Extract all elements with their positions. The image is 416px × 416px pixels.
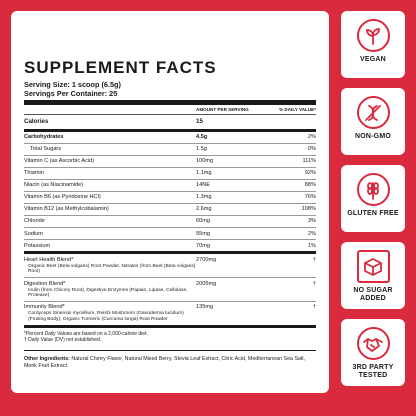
badge-no-sugar-added: [341, 242, 405, 309]
facts-title: SUPPLEMENT FACTS: [24, 58, 217, 77]
badge-3rd-party-tested: [341, 319, 405, 386]
other-ingredients: [24, 350, 316, 370]
wheat-icon: [357, 173, 390, 206]
footnotes: [24, 325, 316, 344]
no-gmo-icon: [357, 96, 390, 129]
badge-label: NO SUGAR ADDED: [353, 287, 393, 302]
blend-description: Organic Beet (Beta vulgaris) Root Powder, Nitrates (from Beet (Beta vulgaris) Root): [28, 263, 196, 275]
nutrient-row-sodium: Sodium 55mg 2%: [24, 228, 316, 240]
sprout-icon: [357, 19, 390, 52]
blend-description: Inulin (from Chicory Root), Digestive Enzymes (Papain, Lipase, Cellulase, Protease): [28, 287, 188, 299]
servings-per-container: Servings Per Container: 25: [24, 89, 118, 98]
footnote-dv-not-established: † Daily Value (DV) not established.: [24, 337, 102, 344]
handshake-icon: [357, 327, 390, 360]
badge-vegan: [341, 11, 405, 78]
dv-header: % DAILY VALUE*: [279, 107, 316, 112]
column-header-row: [24, 105, 316, 115]
badge-label: NON-GMO: [354, 133, 391, 140]
blend-row-heart-health: Heart Health Blend* Organic Beet (Beta vulgaris) Root Powder, Nitrates (from Beet (Beta vulgaris) Root) 2700mg †: [24, 254, 316, 278]
badge-non-gmo: [341, 88, 405, 155]
serving-size: Serving Size: 1 scoop (6.5g): [24, 80, 121, 89]
nutrient-row-thiamin: Thiamin 1.1mg 92%: [24, 168, 316, 180]
supplement-facts-panel: [11, 11, 329, 393]
nutrient-row-potassium: Potassium 70mg 1%: [24, 240, 316, 254]
other-ingredients-label: Other Ingredients:: [24, 355, 70, 362]
amount-header: AMOUNT PER SERVING: [196, 107, 249, 112]
nutrient-row-chloride: Chloride 60mg 3%: [24, 216, 316, 228]
nutrient-row-carbohydrates: Carbohydrates 4.5g 2%: [24, 132, 316, 144]
badge-sidebar: [341, 11, 405, 396]
blend-row-immunity: Immunity Blend* Cordyceps Sinensis mycellium, Reishi Mushroom (Ganoderma lucidum) (Fruiting Body), Organic Turmeric (Curcuma longa) Root Powder 135mg †: [24, 304, 316, 322]
nutrient-row-total-sugars: Total Sugars 1.5g 0%: [24, 144, 316, 156]
badge-label: VEGAN: [360, 56, 386, 63]
sugar-cube-icon: [357, 250, 390, 283]
badge-gluten-free: [341, 165, 405, 232]
nutrient-row-niacin: Niacin (as Niacinamide) 14NE 88%: [24, 180, 316, 192]
blend-row-digestion: Digestion Blend* Inulin (from Chicory Root), Digestive Enzymes (Papain, Lipase, Cellulase, Protease) 2005mg †: [24, 278, 316, 302]
nutrient-row-vitamin-b12: Vitamin B12 (as Methylcobalamin) 2.6mg 108%: [24, 204, 316, 216]
blend-description: Cordyceps Sinensis mycellium, Reishi Mushroom (Ganoderma lucidum) (Fruiting Body), Organic Turmeric (Curcuma longa) Root Powder: [28, 311, 184, 322]
nutrient-row-vitamin-b6: Vitamin B6 (as Pyridoxine HCl) 1.3mg 76%: [24, 192, 316, 204]
badge-label: GLUTEN FREE: [347, 210, 399, 217]
nutrient-row-vitamin-c: Vitamin C (as Ascorbic Acid) 100mg 111%: [24, 156, 316, 168]
other-ingredients-text: Natural Cherry Flavor, Natural Mixed Berry, Stevia Leaf Extract, Citric Acid, Mediterranean Sea Salt, Monk Fruit Extract.: [24, 355, 306, 369]
badge-label: 3RD PARTY TESTED: [352, 364, 394, 379]
nutrient-row-calories: Calories 15: [24, 115, 316, 132]
footnote-daily-values: *Percent Daily Values are based on a 2,000-calorie diet.: [24, 330, 148, 337]
